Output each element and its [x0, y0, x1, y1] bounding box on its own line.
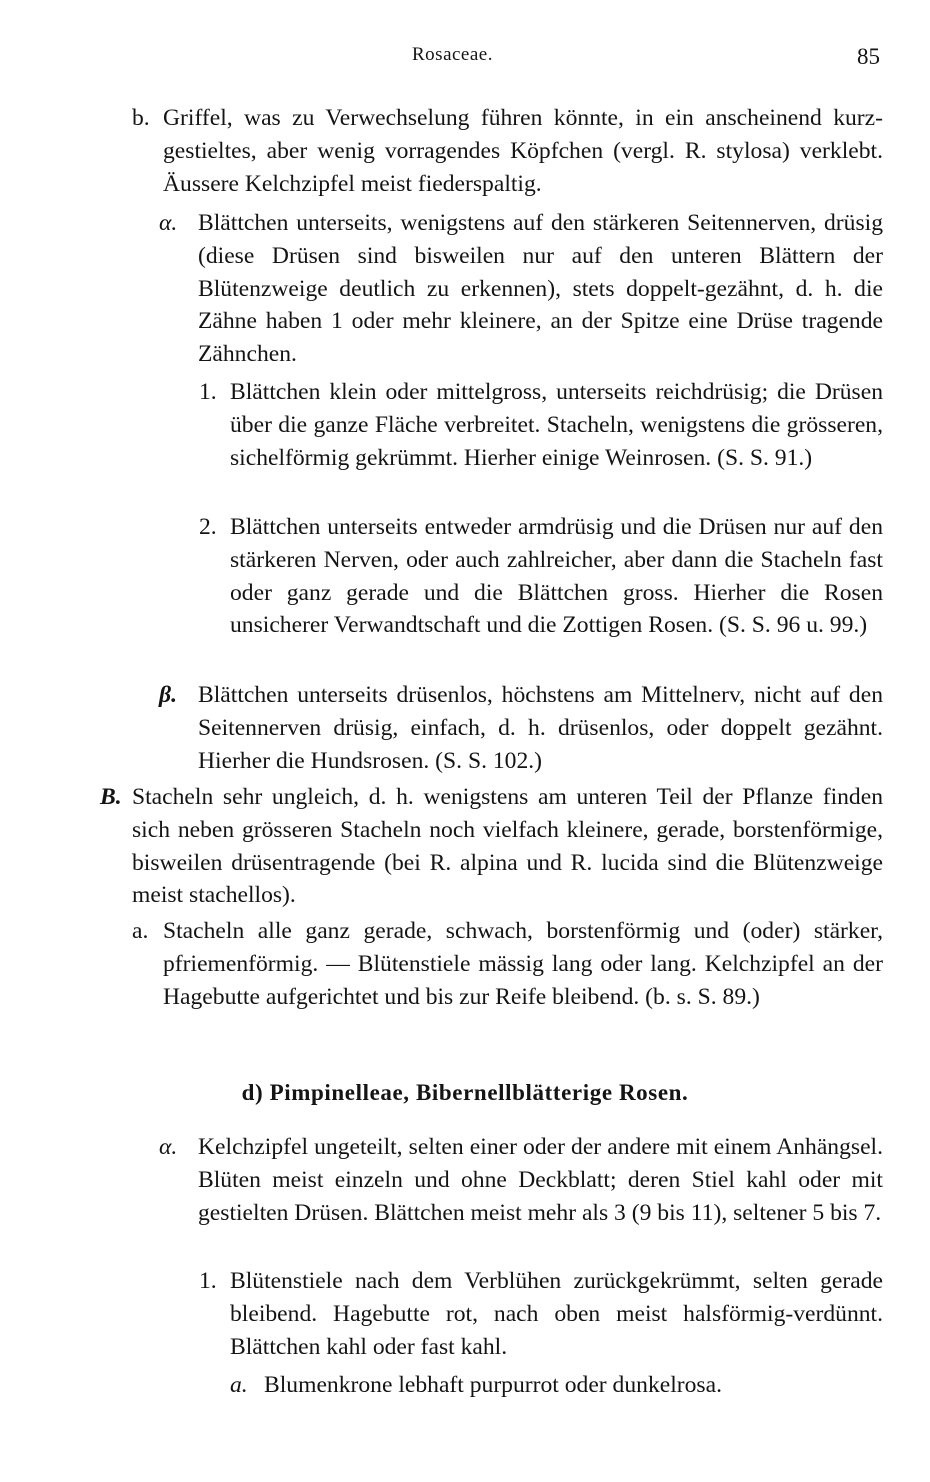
- paragraph-text: Stacheln alle ganz gerade, schwach, borstenförmig und (oder) stärker, pfriemenförmig. — Blütenstiele mässig lang oder lang. Kelchzipfel an der Hagebutte aufgerichtet und bis zur Reife bleibend. (b. s. S. 89.): [163, 918, 883, 1010]
- paragraph-b-alpha-1: [199, 376, 883, 474]
- paragraph-text: Blütenstiele nach dem Verblühen zurückgekrümmt, selten gerade bleibend. Hagebutte rot, nach oben meist halsförmig-verdünnt. Blättchen kahl oder fast kahl.: [230, 1268, 883, 1360]
- paragraph-b-alpha: [159, 207, 883, 371]
- paragraph-B: [100, 781, 883, 912]
- paragraph-text: Griffel, was zu Verwechselung führen könnte, in ein anscheinend kurz-gestieltes, aber wenig vorragendes Köpfchen (vergl. R. stylosa) verklebt. Äussere Kelchzipfel meist fiederspaltig.: [163, 105, 883, 197]
- paragraph-label: 1.: [199, 379, 217, 405]
- paragraph-label: β.: [159, 682, 177, 708]
- paragraph-d-alpha-1-a: [230, 1369, 883, 1402]
- paragraph-text: Blumenkrone lebhaft purpurrot oder dunkelrosa.: [264, 1372, 722, 1398]
- paragraph-label: B.: [100, 784, 122, 810]
- paragraph-d-alpha: [159, 1131, 883, 1229]
- paragraph-text: Blättchen klein oder mittelgross, unterseits reichdrüsig; die Drüsen über die ganze Fläche verbreitet. Stacheln, wenigstens die grösseren, sichelförmig gekrümmt. Hierher einige Weinrosen. (S. S. 91.): [230, 379, 883, 471]
- paragraph-B-a: [132, 915, 883, 1013]
- paragraph-label: α.: [159, 210, 178, 236]
- running-head: [0, 44, 930, 74]
- section-heading: d) Pimpinelleae, Bibernellblätterige Rosen.: [241, 1080, 689, 1105]
- paragraph-b-beta: [159, 679, 883, 777]
- page-number: 85: [857, 44, 880, 69]
- paragraph-text: Blättchen unterseits drüsenlos, höchstens am Mittelnerv, nicht auf den Seitennerven drüsig, einfach, d. h. drüsenlos, oder doppelt gezähnt. Hierher die Hundsrosen. (S. S. 102.): [198, 682, 883, 774]
- paragraph-label: a.: [230, 1372, 248, 1398]
- paragraph-label: α.: [159, 1134, 178, 1160]
- paragraph-text: Stacheln sehr ungleich, d. h. wenigstens am unteren Teil der Pflanze finden sich neben grösseren Stacheln noch vielfach kleinere, gerade, borstenförmige, bisweilen drüsentragende (bei R. alpina und R. lucida sind die Blütenzweige meist stachellos).: [132, 784, 883, 909]
- paragraph-label: b.: [132, 105, 150, 131]
- paragraph-d-alpha-1: [199, 1265, 883, 1363]
- paragraph-label: a.: [132, 918, 149, 944]
- paragraph-b-alpha-2: [199, 511, 883, 642]
- paragraph-b: [132, 102, 883, 200]
- running-title: Rosaceae.: [412, 44, 493, 65]
- paragraph-text: Kelchzipfel ungeteilt, selten einer oder der andere mit einem Anhängsel. Blüten meist einzeln und ohne Deckblatt; deren Stiel kahl oder mit gestielten Drüsen. Blättchen meist mehr als 3 (9 bis 11), seltener 5 bis 7.: [198, 1134, 883, 1226]
- paragraph-text: Blättchen unterseits entweder armdrüsig und die Drüsen nur auf den stärkeren Nerven, oder auch zahlreicher, aber dann die Stacheln fast oder ganz gerade und die Blättchen gross. Hierher die Rosen unsicherer Verwandtschaft und die Zottigen Rosen. (S. S. 96 u. 99.): [230, 514, 883, 639]
- paragraph-label: 1.: [199, 1268, 217, 1294]
- paragraph-text: Blättchen unterseits, wenigstens auf den stärkeren Seitennerven, drüsig (diese Drüsen sind bisweilen nur auf den unteren Blättern der Blütenzweige deutlich zu erkennen), stets doppelt-gezähnt, d. h. die Zähne haben 1 oder mehr kleinere, an der Spitze eine Drüse tragende Zähnchen.: [198, 210, 883, 368]
- paragraph-label: 2.: [199, 514, 217, 540]
